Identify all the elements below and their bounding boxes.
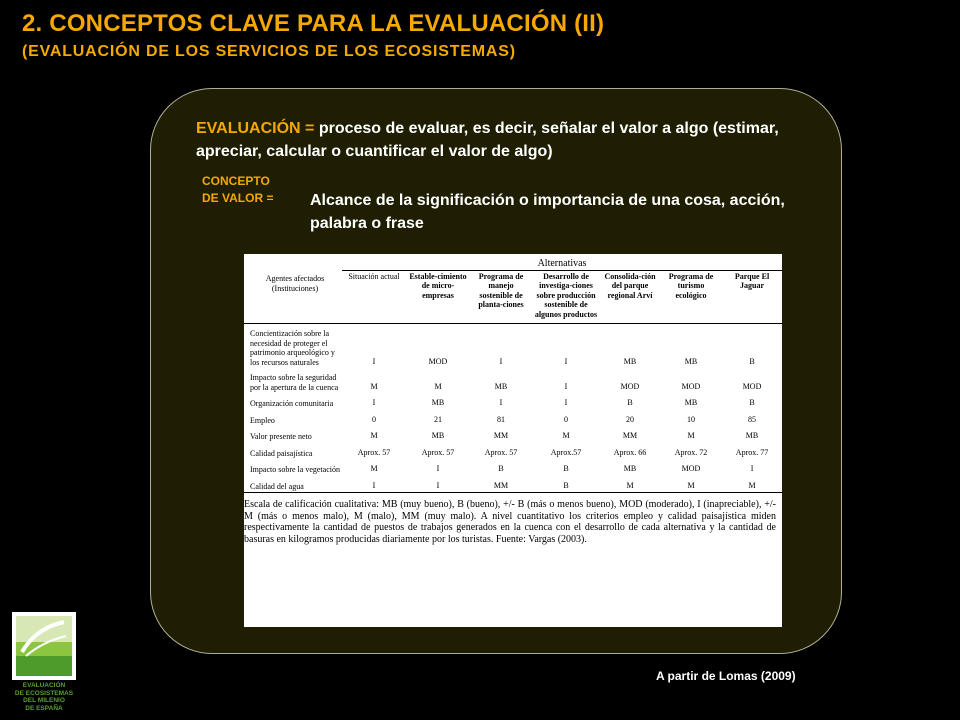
table-cell: Aprox. 77 bbox=[735, 447, 769, 457]
table-cell: Aprox. 72 bbox=[674, 447, 708, 457]
table-cell: MOD bbox=[742, 381, 762, 391]
table-cell: M bbox=[434, 381, 442, 391]
table-cell: I bbox=[406, 476, 470, 493]
row-agent-label: Impacto sobre la vegetación bbox=[250, 465, 340, 474]
row-agent-label: Empleo bbox=[250, 415, 275, 425]
alternatives-table-figure bbox=[244, 254, 782, 627]
table-cell: I bbox=[564, 381, 568, 391]
table-cell: Aprox.57 bbox=[550, 447, 582, 457]
table-cell: Aprox. 66 bbox=[613, 447, 647, 457]
column-header: Consolida-ción del parque regional Arví bbox=[600, 270, 660, 324]
valor-label-line1: CONCEPTO bbox=[202, 174, 270, 188]
valor-label-line2: DE VALOR = bbox=[202, 191, 274, 205]
empty-corner bbox=[244, 254, 342, 270]
table-cell: MOD bbox=[681, 381, 701, 391]
slide-subtitle: (EVALUACIÓN DE LOS SERVICIOS DE LOS ECOSISTEMAS) bbox=[22, 43, 516, 60]
table-cell: I bbox=[372, 356, 376, 366]
table-cell: I bbox=[750, 464, 754, 473]
table-cell: 0 bbox=[564, 414, 568, 424]
table-cell: M bbox=[370, 431, 378, 440]
logo-line4: DE ESPAÑA bbox=[25, 704, 63, 712]
table-row bbox=[244, 324, 782, 369]
table-cell: M bbox=[562, 431, 570, 440]
table-cell: M bbox=[660, 476, 722, 493]
table-cell: MM bbox=[470, 476, 532, 493]
table-cell: I bbox=[372, 398, 376, 407]
table-cell: M bbox=[370, 464, 378, 473]
agent-header: Agentes afectados (Instituciones) bbox=[244, 270, 342, 324]
column-header: Desarrollo de investiga-ciones sobre producción sostenible de algunos productos bbox=[532, 270, 600, 324]
table-cell: I bbox=[499, 356, 503, 366]
alternatives-header: Alternativas bbox=[342, 254, 782, 270]
table-cell: I bbox=[342, 476, 406, 493]
table-cell: 81 bbox=[497, 414, 505, 424]
slide-title: 2. CONCEPTOS CLAVE PARA LA EVALUACIÓN (II) bbox=[22, 10, 605, 37]
table-cell: B bbox=[563, 464, 569, 473]
table-cell: MB bbox=[684, 398, 698, 407]
table-cell: MB bbox=[745, 431, 759, 440]
logo-line3: DEL MILENIO bbox=[23, 697, 65, 704]
alternatives-table bbox=[244, 254, 782, 493]
logo-emblem-icon bbox=[12, 612, 76, 680]
valor-definition: Alcance de la significación o importancia de una cosa, acción, palabra o frase bbox=[310, 192, 785, 232]
table-cell: Aprox. 57 bbox=[421, 447, 455, 457]
row-agent-label: Impacto sobre la seguridad por la apertura de la cuenca bbox=[250, 373, 339, 392]
table-row bbox=[244, 476, 782, 493]
table-cell: Aprox. 57 bbox=[484, 447, 518, 457]
table-cell: 20 bbox=[626, 414, 634, 424]
evaluacion-definition bbox=[196, 117, 806, 163]
ecosystem-assessment-logo bbox=[12, 612, 76, 718]
table-cell: B bbox=[749, 356, 755, 366]
column-header: Parque El Jaguar bbox=[722, 270, 782, 324]
table-cell: B bbox=[532, 476, 600, 493]
table-cell: MOD bbox=[428, 356, 448, 366]
table-cell: 0 bbox=[372, 414, 376, 424]
row-agent-label: Concientización sobre la necesidad de proteger el patrimonio arqueológico y los recursos naturales bbox=[250, 329, 335, 367]
table-cell: B bbox=[498, 464, 504, 473]
logo-line2: DE ECOSISTEMAS bbox=[14, 689, 74, 697]
row-agent-label: Organización comunitaria bbox=[250, 399, 334, 408]
row-agent-label: Calidad paisajística bbox=[250, 448, 313, 458]
table-row bbox=[244, 410, 782, 427]
table-cell: MB bbox=[431, 398, 445, 407]
table-cell: MOD bbox=[620, 381, 640, 391]
source-credit: A partir de Lomas (2009) bbox=[656, 669, 796, 683]
table-cell: M bbox=[600, 476, 660, 493]
logo-line1: EVALUACIÓN bbox=[22, 682, 66, 689]
table-cell: M bbox=[370, 381, 378, 391]
column-header: Programa de turismo ecológico bbox=[660, 270, 722, 324]
table-cell: MB bbox=[431, 431, 445, 440]
table-cell: MM bbox=[493, 431, 509, 440]
row-agent-label: Calidad del agua bbox=[244, 476, 342, 493]
evaluacion-term: EVALUACIÓN = bbox=[196, 120, 315, 137]
evaluacion-text: proceso de evaluar, es decir, señalar el valor a algo (estimar, apreciar, calcular o cuantificar el valor de algo) bbox=[196, 120, 779, 160]
table-cell: 21 bbox=[434, 414, 442, 424]
table-row bbox=[244, 459, 782, 476]
table-cell: 85 bbox=[748, 414, 757, 424]
table-cell: MB bbox=[623, 464, 637, 473]
table-body bbox=[244, 324, 782, 493]
table-cell: I bbox=[564, 398, 568, 407]
table-row bbox=[244, 368, 782, 393]
table-footnote: Escala de calificación cualitativa: MB (muy bueno), B (bueno), +/- B (más o menos bueno), MOD (moderado), I (inapreciable), +/- M (más o menos malo), M (malo), MM (muy malo). A nivel cuantitativo los criterios empleo y calidad paisajística miden respectivamente la cantidad de puestos de trabajos generados en la cuenca con el desarrollo de cada alternativa y la cantidad de basuras en kilogramos producidas diariamente por los turistas. Fuente: Vargas (2003). bbox=[244, 499, 776, 545]
table-cell: I bbox=[499, 398, 503, 407]
table-cell: 10 bbox=[687, 414, 695, 424]
table-cell: M bbox=[687, 431, 695, 440]
valor-label bbox=[202, 173, 302, 207]
table-cell: MB bbox=[684, 356, 698, 366]
table-cell: I bbox=[564, 356, 568, 366]
table-row bbox=[244, 426, 782, 443]
column-header: Programa de manejo sostenible de planta-ciones bbox=[470, 270, 532, 324]
table-cell: B bbox=[749, 398, 755, 407]
table-cell: B bbox=[627, 398, 633, 407]
table-cell: MB bbox=[494, 381, 508, 391]
row-agent-label: Valor presente neto bbox=[250, 432, 312, 441]
column-header: Situación actual bbox=[342, 270, 406, 324]
logo-text bbox=[12, 682, 76, 712]
table-cell: M bbox=[722, 476, 782, 493]
table-cell: I bbox=[436, 464, 440, 473]
table-row bbox=[244, 443, 782, 460]
table-row bbox=[244, 393, 782, 410]
table-cell: MM bbox=[622, 431, 638, 440]
table-cell: Aprox. 57 bbox=[357, 447, 391, 457]
column-header: Estable-cimiento de micro-empresas bbox=[406, 270, 470, 324]
table-cell: MB bbox=[623, 356, 637, 366]
table-cell: MOD bbox=[681, 464, 701, 473]
